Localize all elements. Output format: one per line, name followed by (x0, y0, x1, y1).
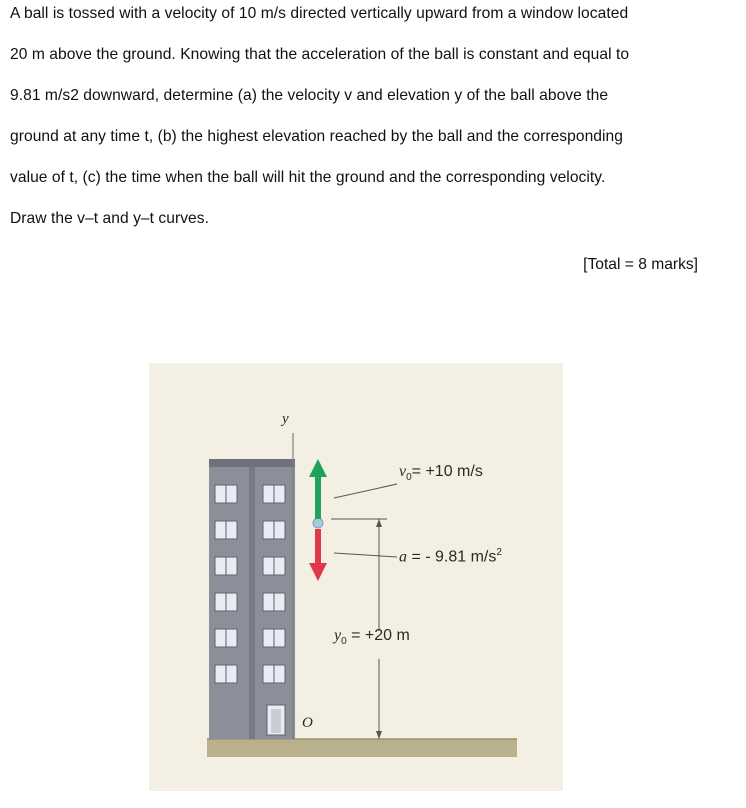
acceleration-label: a = - 9.81 $m/s^2$ (399, 547, 502, 566)
problem-line: value of t, (c) the time when the ball will hit the ground and the corresponding velocity. (10, 169, 606, 186)
problem-line: 9.81 m/s2 downward, determine (a) the velocity v and elevation y of the ball above the (10, 87, 609, 104)
problem-line: ground at any time t, (b) the highest elevation reached by the ball and the corresponding (10, 128, 623, 145)
problem-line: 20 m above the ground. Knowing that the acceleration of the ball is constant and equal to (10, 46, 630, 63)
problem-line: A ball is tossed with a velocity of 10 m/s directed vertically upward from a window located (10, 5, 629, 22)
total-marks: [Total = 8 marks] (583, 256, 698, 273)
ball (313, 518, 323, 528)
y0-label: $y_0 = +20$ m (334, 627, 410, 648)
building (209, 459, 295, 739)
v0-label: $v_0= +10$ m/s (399, 463, 483, 484)
ground (207, 739, 517, 757)
origin-label: O (302, 715, 313, 731)
figure-illustration (149, 363, 563, 791)
ball-tossed-figure (149, 363, 563, 791)
problem-line: Draw the v–t and y–t curves. (10, 210, 210, 227)
y-axis-label: y (282, 411, 289, 427)
